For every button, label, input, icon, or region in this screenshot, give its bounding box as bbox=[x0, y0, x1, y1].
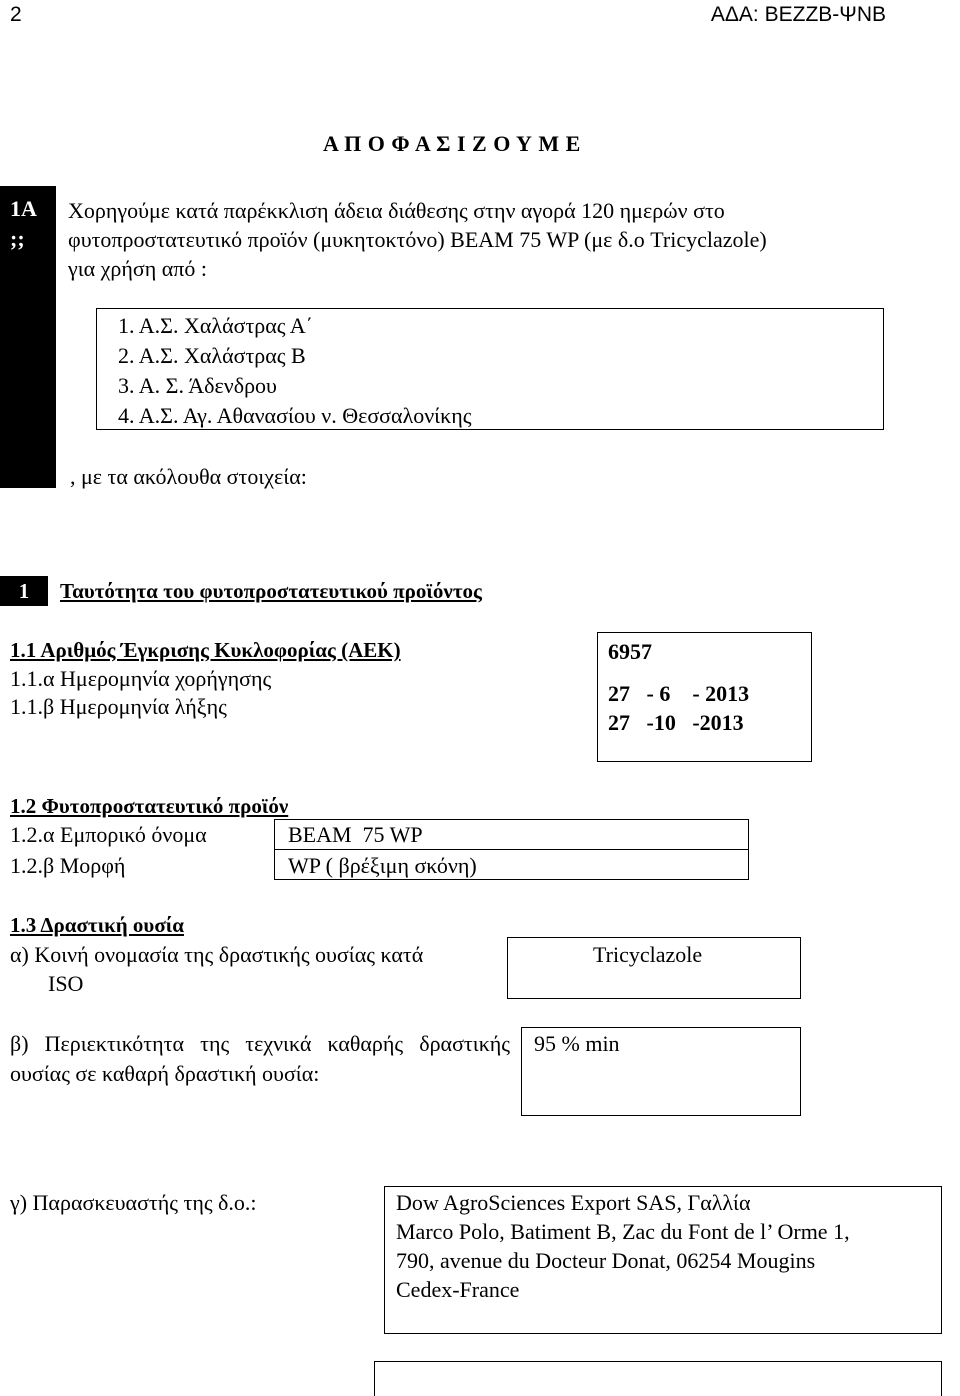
list-item: 2. Α.Σ. Χαλάστρας Β bbox=[118, 343, 306, 368]
list-item: 3. Α. Σ. Άδενδρου bbox=[118, 373, 277, 398]
manufacturer-line-3: 790, avenue du Docteur Donat, 06254 Mougins bbox=[396, 1248, 816, 1273]
intro-line-3: για χρήση από : bbox=[68, 256, 208, 281]
purity-value: 95 % min bbox=[534, 1031, 620, 1056]
sidebar-label bbox=[0, 186, 56, 488]
trade-name-value: BEAM 75 WP bbox=[288, 822, 423, 847]
purity-label: β) Περιεκτικότητα της τεχνικά καθαρής δραστικής ουσίας σε καθαρή δραστική ουσία: bbox=[10, 1031, 510, 1086]
section-number: 1 bbox=[0, 576, 48, 606]
aek-label: 1.1 Αριθμός Έγκρισης Κυκλοφορίας (ΑΕΚ) bbox=[10, 638, 401, 662]
list-item: 1. Α.Σ. Χαλάστρας Α΄ bbox=[118, 313, 314, 338]
intro-line-2: φυτοπροστατευτικό προϊόν (μυκητοκτόνο) BEAM 75 WP (με δ.ο Tricyclazole) bbox=[68, 227, 767, 252]
decision-title: Α Π Ο Φ Α Σ Ι Ζ Ο Υ Μ Ε bbox=[323, 131, 581, 156]
product-heading: 1.2 Φυτοπροστατευτικό προϊόν bbox=[10, 794, 289, 818]
grant-date-value: 27 - 6 - 2013 bbox=[608, 681, 750, 706]
with-details-text: , με τα ακόλουθα στοιχεία: bbox=[70, 464, 307, 489]
manufacturer-line-1: Dow AgroSciences Export SAS, Γαλλία bbox=[396, 1190, 751, 1215]
trade-name-label: 1.2.α Εμπορικό όνομα bbox=[10, 822, 207, 847]
section-title: Ταυτότητα του φυτοπροστατευτικού προϊόντος bbox=[60, 579, 482, 603]
manufacturer-label: γ) Παρασκευαστής της δ.ο.: bbox=[10, 1190, 257, 1215]
grant-date-label: 1.1.α Ημερομηνία χορήγησης bbox=[10, 666, 272, 691]
active-substance-heading: 1.3 Δραστική ουσία bbox=[10, 913, 184, 937]
common-name-value: Tricyclazole bbox=[593, 942, 703, 967]
manufacturer-line-2: Marco Polo, Batiment B, Zac du Font de l’ Orme 1, bbox=[396, 1219, 850, 1244]
form-label: 1.2.β Μορφή bbox=[10, 853, 126, 878]
page-number: 2 bbox=[10, 3, 22, 26]
common-name-label-iso: ISO bbox=[48, 971, 84, 996]
sidebar-line-2: ;; bbox=[10, 226, 25, 251]
expiry-date-label: 1.1.β Ημερομηνία λήξης bbox=[10, 694, 227, 719]
sidebar-line-1: 1Α bbox=[10, 196, 37, 221]
common-name-label: α) Κοινή ονομασία της δραστικής ουσίας κατά bbox=[10, 942, 424, 967]
expiry-date-value: 27 -10 -2013 bbox=[608, 710, 744, 735]
list-item: 4. Α.Σ. Αγ. Αθανασίου ν. Θεσσαλονίκης bbox=[118, 403, 472, 428]
form-value: WP ( βρέξιμη σκόνη) bbox=[288, 853, 477, 878]
intro-line-1: Χορηγούμε κατά παρέκκλιση άδεια διάθεσης στην αγορά 120 ημερών στο bbox=[68, 198, 725, 223]
ada-code: ΑΔΑ: ΒΕΖΖΒ-ΨΝΒ bbox=[710, 3, 886, 26]
next-box-partial bbox=[374, 1361, 942, 1396]
manufacturer-line-4: Cedex-France bbox=[396, 1277, 520, 1302]
aek-number: 6957 bbox=[608, 639, 652, 664]
